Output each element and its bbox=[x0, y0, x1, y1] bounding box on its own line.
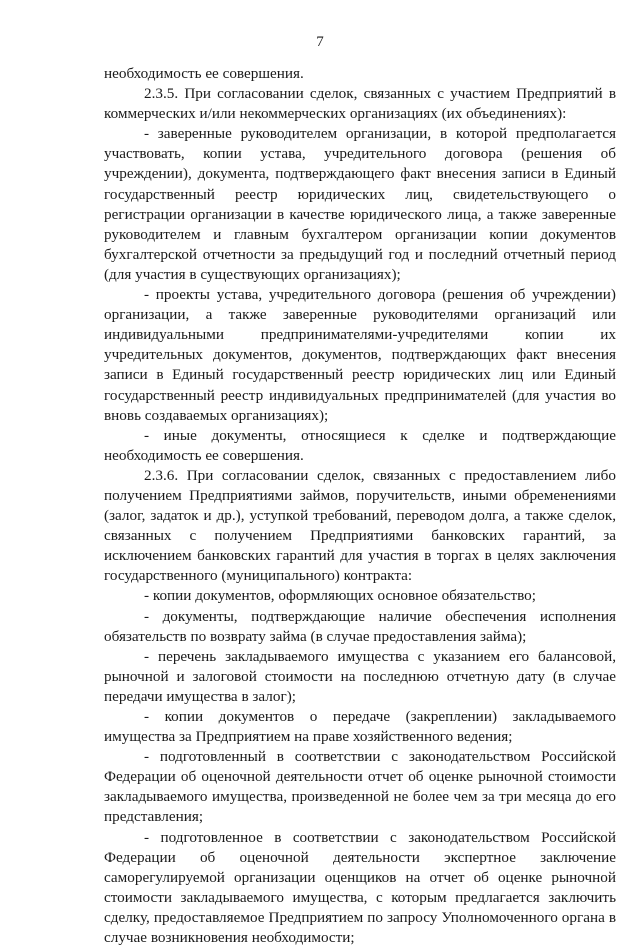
section-2-3-5-paragraph: 2.3.5. При согласовании сделок, связанных с участием Предприятий в коммерческих и/или некоммерческих организациях (их объединениях): bbox=[104, 85, 616, 123]
list-item: - подготовленное в соответствии с законодательством Российской Федерации об оценочной деятельности экспертное заключение саморегулируемой организации оценщиков на отчет об оценке рыночной стоимости закладываемого имущества, с которым предлагается заключить сделку, предоставляемое Предприятием по запросу Уполномоченного органа в случае возникновения необходимости; bbox=[104, 828, 616, 947]
list-item: - копии документов, оформляющих основное обязательство; bbox=[144, 587, 536, 605]
list-item: - проекты устава, учредительного договора (решения об учреждении) организации, а также заверенные руководителями организаций или индивидуальными предпринимателями-учредителями копии их учредительных документов, документов, подтверждающих факт внесения записи в Единый государственный реестр юридических лиц или Единый государственный реестр индивидуальных предпринимателей (для участия во вновь создаваемых организациях); bbox=[104, 286, 616, 424]
section-2-3-6-paragraph: 2.3.6. При согласовании сделок, связанных с предоставлением либо получением Предприятиями займов, поручительств, иными обременениями (залог, задаток и др.), уступкой требований, переводом долга, а также сделок, связанных с получением Предприятиями банковских гарантий, за исключением банковских гарантий для участия в торгах в целях заключения государственного (муниципального) контракта: bbox=[104, 466, 616, 585]
list-item: - перечень закладываемого имущества с указанием его балансовой, рыночной и залоговой стоимости на последнюю отчетную дату (в случае передачи имущества в залог); bbox=[104, 647, 616, 705]
list-item: - подготовленный в соответствии с законодательством Российской Федерации об оценочной деятельности отчет об оценке рыночной стоимости закладываемого имущества, произведенной не более чем за три месяца до его представления; bbox=[104, 748, 616, 826]
list-item: - иные документы, относящиеся к сделке и подтверждающие необходимость ее совершения. bbox=[104, 426, 616, 464]
list-item: - заверенные руководителем организации, в которой предполагается участвовать, копии устава, учредительного договора (решения об учреждении), документа, подтверждающего факт внесения записи в Единый государственный реестр юридических лиц, свидетельствующего о регистрации организации в качестве юридического лица, а также заверенные руководителем и главным бухгалтером организации копии документов бухгалтерской отчетности за предыдущий год и последний отчетный период (для участия в существующих организациях); bbox=[104, 125, 616, 283]
document-body bbox=[104, 64, 616, 948]
page-number: 7 bbox=[316, 34, 324, 50]
list-item: - документы, подтверждающие наличие обеспечения исполнения обязательств по возврату займа (в случае предоставления займа); bbox=[104, 607, 616, 645]
paragraph-continuation: необходимость ее совершения. bbox=[104, 65, 304, 82]
list-item: - копии документов о передаче (закреплении) закладываемого имущества за Предприятием на праве хозяйственного ведения; bbox=[104, 708, 616, 746]
